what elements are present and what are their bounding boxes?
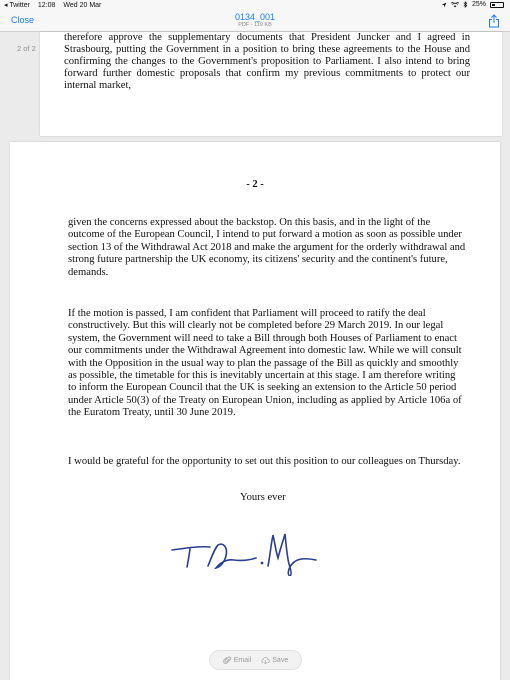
email-label: Email [233, 656, 252, 664]
battery-percent: 25% [471, 1, 486, 8]
wifi-icon [451, 2, 459, 8]
status-bar [0, 0, 510, 10]
paragraph-thursday: I would be grateful for the opportunity to set out this position to our colleagues on Thursday. [68, 456, 461, 467]
letter-closing: Yours ever [240, 492, 286, 503]
location-icon [441, 2, 447, 8]
battery-icon [490, 2, 504, 8]
status-date: Wed 20 Mar [63, 2, 102, 9]
pdf-page-2 [10, 142, 500, 680]
pdf-page-1 [40, 32, 502, 136]
bluetooth-icon [463, 1, 468, 8]
save-button[interactable] [261, 656, 288, 665]
document-title: 0134_001 [234, 12, 276, 22]
status-time: 12:08 [37, 2, 56, 9]
page1-body-text: therefore approve the supplementary documents that President Juncker and I agreed in Strasbourg, putting the Government in a position to bring these agreements to the House and confirming the changes to the Government's proposition to Parliament. I also intend to bring forward further domestic proposals that confirm my previous commitments to protect our internal market, [64, 32, 470, 92]
back-to-app-link[interactable]: ◂ Twitter [4, 2, 30, 9]
page-number-label: - 2 - [246, 179, 264, 190]
email-button[interactable] [223, 656, 252, 665]
share-icon[interactable] [488, 14, 500, 28]
page-indicator: 2 of 2 [17, 44, 36, 53]
cloud-save-icon [261, 656, 270, 665]
document-file-info: PDF - 119 KB [238, 22, 272, 28]
paperclip-icon [223, 656, 232, 665]
status-bar-left [4, 1, 107, 9]
save-label: Save [272, 656, 289, 664]
document-actions [209, 650, 302, 670]
paragraph-backstop: given the concerns expressed about the backstop. On this basis, and in the light of the outcome of the European Council, I intend to put forward a motion as soon as possible under section 13 of the Withdrawal Act 2018 and make the argument for the orderly withdrawal and strong future partnership the UK economy, its citizens' security and the continent's future, demands. [68, 217, 466, 278]
navigation-bar [0, 10, 510, 32]
close-button[interactable]: Close [11, 15, 35, 25]
paragraph-motion: If the motion is passed, I am confident that Parliament will proceed to ratify the deal constructively. But this will clearly not be completed before 29 March 2019. In our legal system, the Government will need to take a Bill through both Houses of Parliament to enact our commitments under the Withdrawal Agreement into domestic law. While we will consult with the Opposition in the usual way to plan the passage of the Bill as quickly and smoothly as possible, the timetable for this is inevitably uncertain at this stage. I am therefore writing to inform the European Council that the UK is seeking an extension to the Article 50 period under Article 50(3) of the Treaty on European Union, including as applied by Article 106a of the Euratom Treaty, until 30 June 2019. [68, 308, 462, 419]
status-bar-right [441, 1, 504, 8]
document-title-group [0, 12, 510, 28]
handwritten-signature [160, 526, 330, 576]
